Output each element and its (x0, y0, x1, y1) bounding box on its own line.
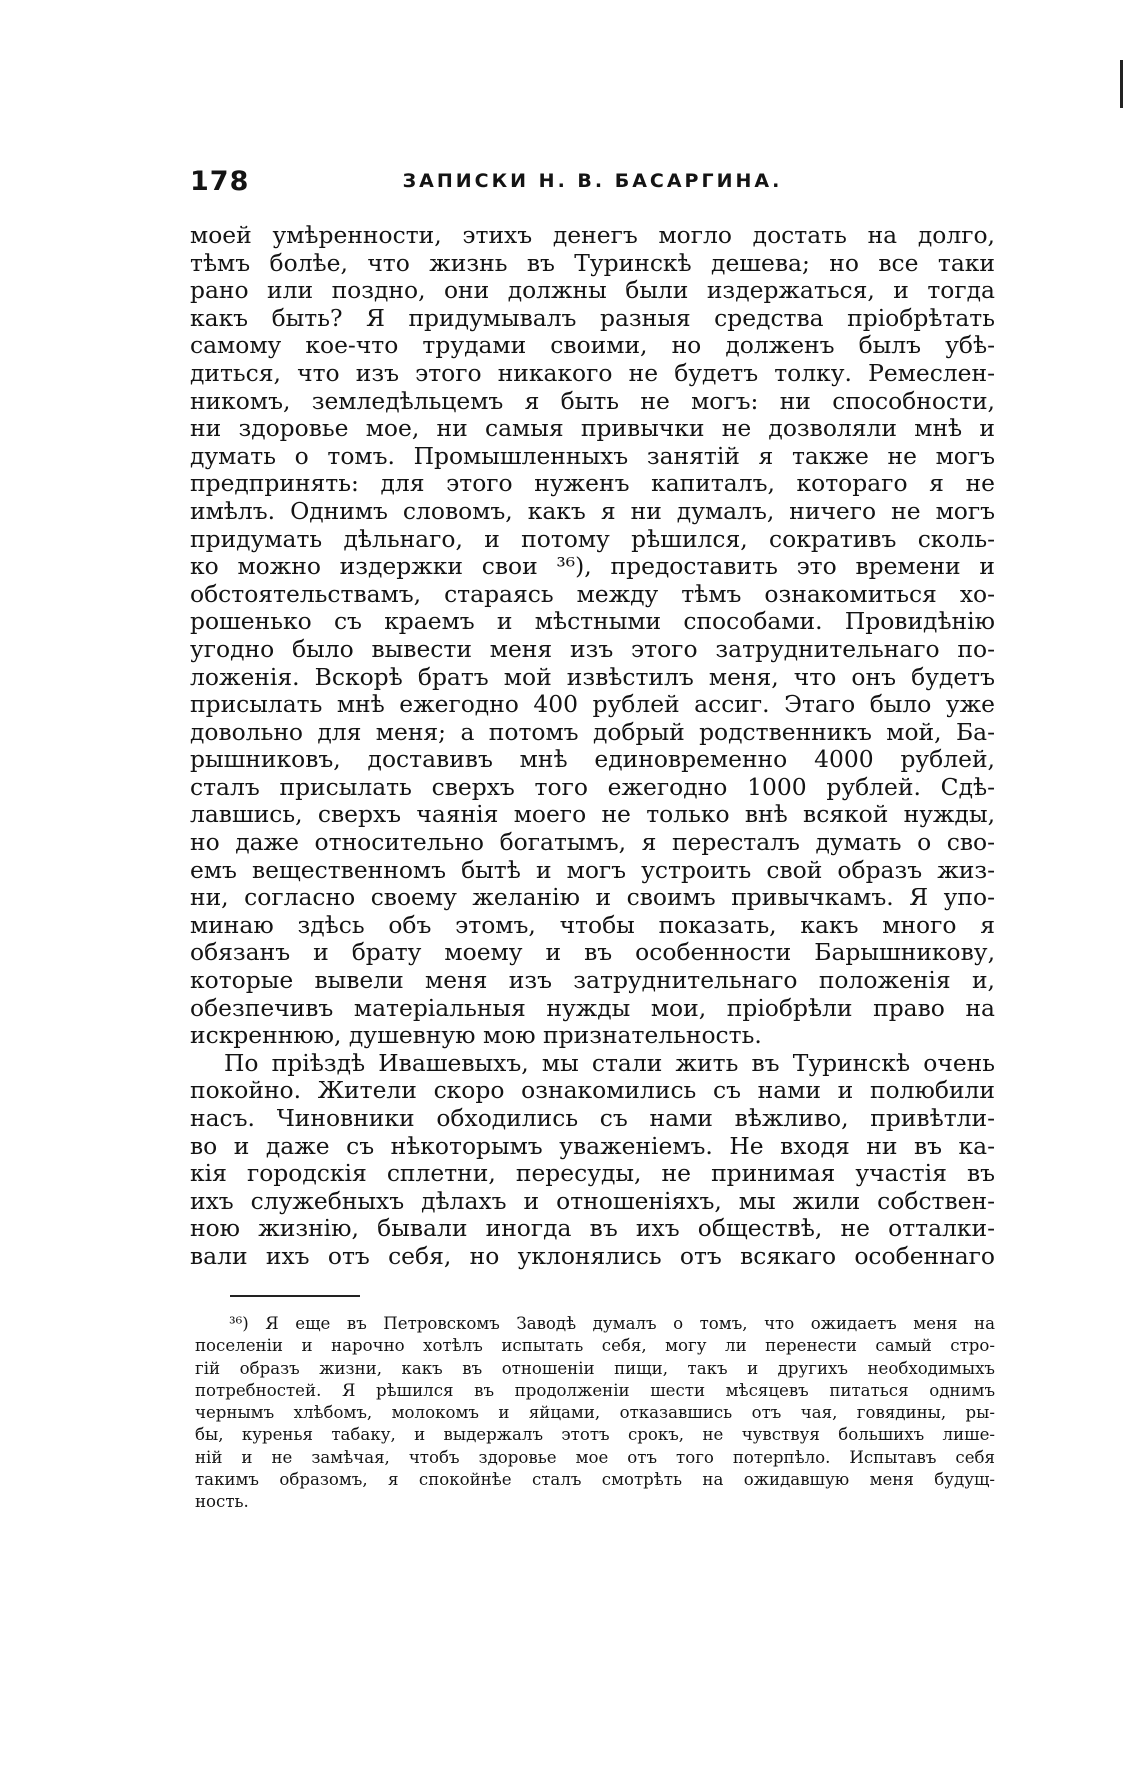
footnote-line: поселеніи и нарочно хотѣлъ испытать себя, могу ли перенести самый стро- (195, 1336, 995, 1356)
text-line: вали ихъ отъ себя, но уклонялись отъ всякаго особеннаго (190, 1242, 995, 1270)
text-line: какъ быть? Я придумывалъ разныя средства пріобрѣтать (190, 304, 995, 332)
footnote-line: такимъ образомъ, я спокойнѣе сталъ смотрѣть на ожидавшую меня будущ- (195, 1470, 995, 1490)
text-line: присылать мнѣ ежегодно 400 рублей ассиг. Этаго было уже (190, 691, 995, 719)
text-line: довольно для меня; а потомъ добрый родственникъ мой, Ба- (190, 718, 995, 746)
text-line: обстоятельствамъ, стараясь между тѣмъ ознакомиться хо- (190, 580, 995, 608)
text-line: тѣмъ болѣе, что жизнь въ Туринскѣ дешева; но все таки (190, 249, 995, 277)
text-line: рышниковъ, доставивъ мнѣ единовременно 4000 рублей, (190, 746, 995, 774)
text-line: думать о томъ. Промышленныхъ занятій я также не могъ (190, 442, 995, 470)
text-line: диться, что изъ этого никакого не будетъ толку. Ремеслен- (190, 359, 995, 387)
text-line: емъ вещественномъ бытѣ и могъ устроить свой образъ жиз- (190, 856, 995, 884)
paragraph-start-line: По пріѣздѣ Ивашевыхъ, мы стали жить въ Туринскѣ очень (224, 1049, 995, 1077)
text-line: моей умѣренности, этихъ денегъ могло достать на долго, (190, 222, 995, 249)
text-line: ихъ служебныхъ дѣлахъ и отношеніяхъ, мы жили собствен- (190, 1187, 995, 1215)
text-line: покойно. Жители скоро ознакомились съ нами и полюбили (190, 1077, 995, 1105)
text-line: ложенія. Вскорѣ братъ мой извѣстилъ меня, что онъ будетъ (190, 663, 995, 691)
text-line: во и даже съ нѣкоторымъ уваженіемъ. Не входя ни въ ка- (190, 1132, 995, 1160)
text-line: кія городскія сплетни, пересуды, не принимая участія въ (190, 1160, 995, 1188)
footnote-line: ³⁶) Я еще въ Петровскомъ Заводѣ думалъ о томъ, что ожидаетъ меня на (229, 1314, 995, 1333)
text-line: но даже относительно богатымъ, я пересталъ думать о сво- (190, 829, 995, 857)
text-line: имѣлъ. Однимъ словомъ, какъ я ни думалъ, ничего не могъ (190, 497, 995, 525)
text-line: ко можно издержки свои ³⁶), предоставить это времени и (190, 553, 995, 581)
text-line: придумать дѣльнаго, и потому рѣшился, сокративъ сколь- (190, 525, 995, 553)
text-line: искреннюю, душевную мою признательность. (190, 1022, 762, 1050)
text-line: рошенько съ краемъ и мѣстными способами. Провидѣнію (190, 608, 995, 636)
text-line: рано или поздно, они должны были издержаться, и тогда (190, 277, 995, 305)
page-header (190, 166, 995, 206)
text-line: предпринять: для этого нуженъ капиталъ, котораго я не (190, 470, 995, 498)
page-number: 178 (190, 166, 250, 197)
page-edge-mark (1120, 60, 1123, 108)
text-line: обязанъ и брату моему и въ особенности Барышникову, (190, 939, 995, 967)
footnote-line: потребностей. Я рѣшился въ продолженіи шести мѣсяцевъ питаться однимъ (195, 1380, 995, 1400)
text-line: самому кое-что трудами своими, но долженъ былъ убѣ- (190, 332, 995, 360)
text-line: насъ. Чиновники обходились съ нами вѣжливо, привѣтли- (190, 1105, 995, 1132)
footnote-line: бы, куренья табаку, и выдержалъ этотъ срокъ, не чувствуя большихъ лише- (195, 1425, 995, 1445)
text-line: ни, согласно своему желанію и своимъ привычкамъ. Я упо- (190, 884, 995, 912)
footnote-block (195, 1313, 995, 1514)
footnote-line: чернымъ хлѣбомъ, молокомъ и яйцами, отказавшись отъ чая, говядины, ры- (195, 1403, 995, 1423)
text-line: никомъ, земледѣльцемъ я быть не могъ: ни способности, (190, 387, 995, 415)
text-line: которые вывели меня изъ затруднительнаго положенія и, (190, 967, 995, 995)
footnote-line: гій образъ жизни, какъ въ отношеніи пищи, такъ и другихъ необходимыхъ (195, 1358, 995, 1378)
running-head: ЗАПИСКИ Н. В. БАСАРГИНА. (402, 170, 783, 192)
footnote-line: ность. (195, 1492, 249, 1512)
text-line: лавшись, сверхъ чаянія моего не только внѣ всякой нужды, (190, 801, 995, 829)
text-line: сталъ присылать сверхъ того ежегодно 1000 рублей. Сдѣ- (190, 773, 995, 801)
main-text (190, 222, 995, 1271)
text-line: угодно было вывести меня изъ этого затруднительнаго по- (190, 635, 995, 663)
footnote-line: ній и не замѣчая, чтобъ здоровье мое отъ того потерпѣло. Испытавъ себя (195, 1447, 995, 1467)
text-line: минаю здѣсь объ этомъ, чтобы показать, какъ много я (190, 911, 995, 939)
footnote-divider (230, 1295, 360, 1297)
text-line: ни здоровье мое, ни самыя привычки не дозволяли мнѣ и (190, 415, 995, 443)
text-line: обезпечивъ матеріальныя нужды мои, пріобрѣли право на (190, 994, 995, 1022)
text-line: ною жизнію, бывали иногда въ ихъ обществѣ, не отталки- (190, 1215, 995, 1243)
